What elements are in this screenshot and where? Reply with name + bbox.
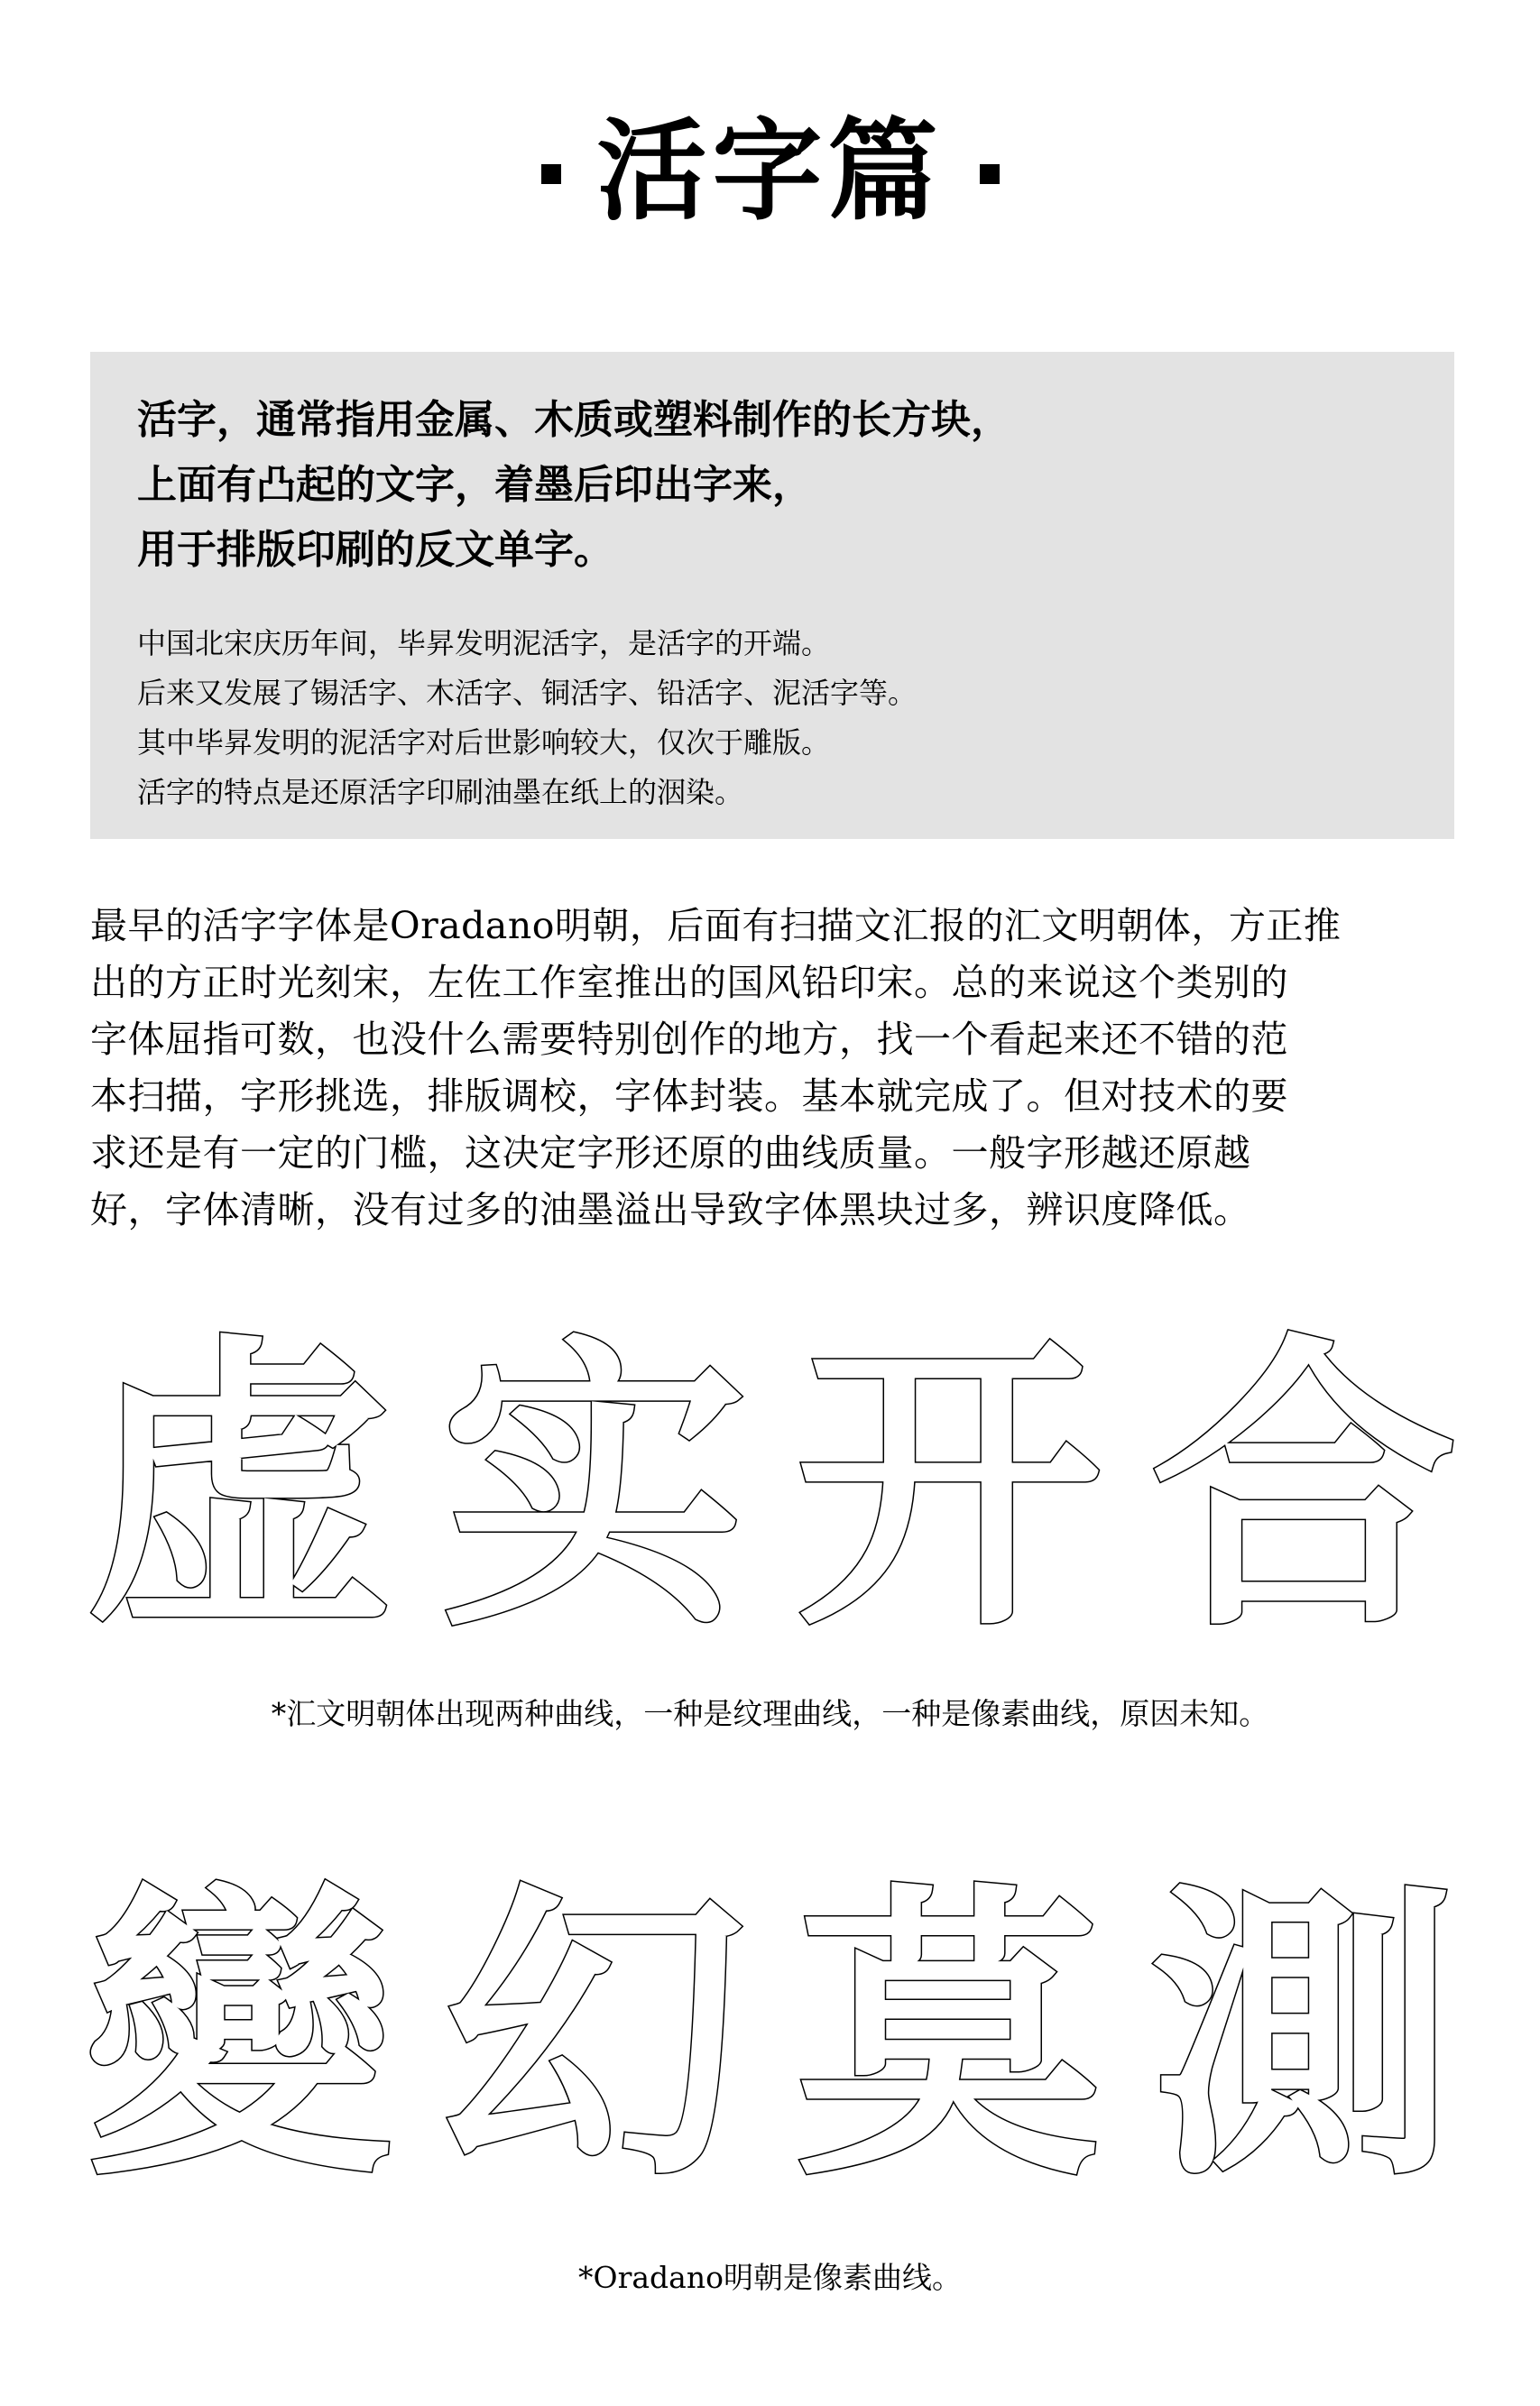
sample-caption-oradano: *Oradano明朝是像素曲线。 [578, 2260, 962, 2295]
body-line: 本扫描，字形挑选，排版调校，字体封装。基本就完成了。但对技术的要 [90, 1074, 1288, 1118]
sample-glyphs-oradano [72, 1860, 1471, 2217]
body-line: 好，字体清晰，没有过多的油墨溢出导致字体黑块过多，辨识度降低。 [90, 1188, 1251, 1231]
body-line: 字体屈指可数，也没什么需要特别创作的地方，找一个看起来还不错的范 [90, 1018, 1288, 1061]
detail-line: 后来又发展了锡活字、木活字、铜活字、铅活字、泥活字等。 [137, 676, 918, 710]
title-dot-right [980, 164, 1000, 184]
sample-glyph: 莫 [795, 1860, 1102, 2217]
detail-line: 中国北宋庆历年间，毕昇发明泥活字，是活字的开端。 [137, 626, 831, 660]
lead-line: 用于排版印刷的反文单字。 [137, 527, 613, 573]
sample-glyph: 變 [86, 1860, 392, 2217]
page-title [0, 108, 1540, 235]
body-line: 最早的活字字体是Oradano明朝，后面有扫描文汇报的汇文明朝体，方正推 [90, 904, 1342, 947]
sample-glyph: 虚 [86, 1308, 392, 1668]
lead-line: 上面有凸起的文字，着墨后印出字来， [137, 462, 812, 508]
body-line: 求还是有一定的门槛，这决定字形还原的曲线质量。一般字形越还原越 [90, 1131, 1251, 1175]
sample-glyph: 实 [440, 1308, 748, 1668]
sample-glyphs-huiwen [72, 1308, 1471, 1668]
sample-glyph: 幻 [440, 1860, 748, 2217]
title-text: 活字篇 [596, 107, 944, 235]
body-paragraph [90, 898, 1454, 1239]
detail-line: 其中毕昇发明的泥活字对后世影响较大，仅次于雕版。 [137, 725, 831, 760]
sample-glyph: 开 [795, 1308, 1102, 1668]
sample-glyph: 合 [1149, 1308, 1457, 1668]
intro-lead [137, 388, 1407, 583]
title-dot-left [541, 164, 561, 184]
intro-box [90, 352, 1454, 839]
sample-caption-huiwen: *汇文明朝体出现两种曲线，一种是纹理曲线，一种是像素曲线，原因未知。 [271, 1696, 1269, 1731]
sample-glyph: 測 [1149, 1860, 1457, 2217]
lead-line: 活字，通常指用金属、木质或塑料制作的长方块， [137, 397, 1010, 443]
intro-detail [137, 619, 1407, 817]
detail-line: 活字的特点是还原活字印刷油墨在纸上的洇染。 [137, 775, 744, 809]
body-line: 出的方正时光刻宋，左佐工作室推出的国风铅印宋。总的来说这个类别的 [90, 961, 1288, 1004]
